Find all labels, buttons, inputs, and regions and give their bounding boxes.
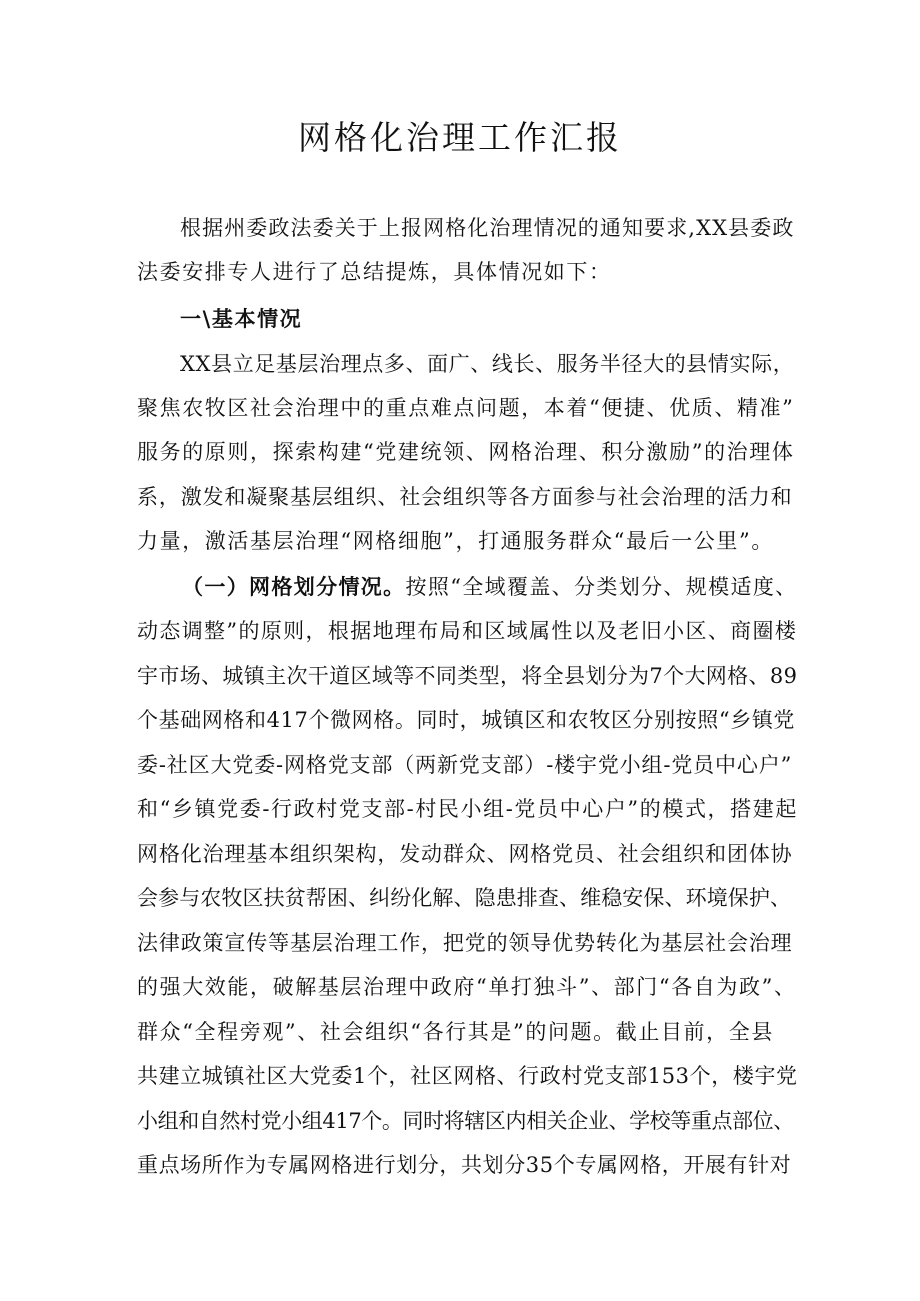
paragraph-line: 共建立城镇社区大党委1个，社区网格、行政村党支部153个，楼宇党 <box>137 1064 798 1088</box>
paragraph-line: 法委安排专人进行了总结提炼，具体情况如下： <box>137 260 612 284</box>
paragraph-line: 法律政策宣传等基层治理工作，把党的领导优势转化为基层社会治理 <box>137 931 793 955</box>
subsection-text: 按照“全域覆盖、分类划分、规模适度、 <box>405 575 798 599</box>
paragraph-line: 委-社区大党委-网格党支部（两新党支部）-楼宇党小组-党员中心户” <box>137 753 793 777</box>
paragraph-line: 小组和自然村党小组417个。同时将辖区内相关企业、学校等重点部位、 <box>137 1109 794 1133</box>
paragraph-line: 网格化治理基本组织架构，发动群众、网格党员、社会组织和团体协 <box>137 842 793 866</box>
paragraph-line: 和“乡镇党委-行政村党支部-村民小组-党员中心户”的模式，搭建起 <box>137 797 798 821</box>
paragraph-line: 群众“全程旁观”、社会组织“各行其是”的问题。截止目前，全县 <box>137 1020 774 1044</box>
paragraph-line: 重点场所作为专属网格进行划分，共划分35个专属网格，开展有针对 <box>137 1153 792 1177</box>
paragraph-line: 根据州委政法委关于上报网格化治理情况的通知要求,XX县委政 <box>180 216 795 240</box>
paragraph-line: 个基础网格和417个微网格。同时，城镇区和农牧区分别按照“乡镇党 <box>137 708 796 732</box>
paragraph-line: 会参与农牧区扶贫帮困、纠纷化解、隐患排查、维稳安保、环境保护、 <box>137 886 792 910</box>
paragraph-line: 系，激发和凝聚基层组织、社会组织等各方面参与社会治理的活力和 <box>137 485 793 509</box>
section-heading: 一\基本情况 <box>180 306 303 331</box>
paragraph-line: 服务的原则，探索构建“党建统领、网格治理、积分激励”的治理体 <box>137 440 795 464</box>
paragraph-line: XX县立足基层治理点多、面广、线长、服务半径大的县情实际， <box>180 352 795 376</box>
document-title: 网格化治理工作汇报 <box>298 118 622 157</box>
paragraph-line: 聚焦农牧区社会治理中的重点难点问题，本着“便捷、优质、精准” <box>137 396 795 420</box>
paragraph-line: 宇市场、城镇主次干道区域等不同类型，将全县划分为7个大网格、89 <box>137 664 798 688</box>
subsection-heading: （一）网格划分情况。 <box>182 574 406 599</box>
paragraph-line: 力量，激活基层治理“网格细胞”，打通服务群众“最后一公里”。 <box>137 529 774 553</box>
paragraph-line <box>182 572 797 602</box>
paragraph-line: 动态调整”的原则，根据地理布局和区域属性以及老旧小区、商圈楼 <box>137 619 798 643</box>
paragraph-line: 的强大效能，破解基层治理中政府“单打独斗”、部门“各自为政”、 <box>137 975 797 999</box>
